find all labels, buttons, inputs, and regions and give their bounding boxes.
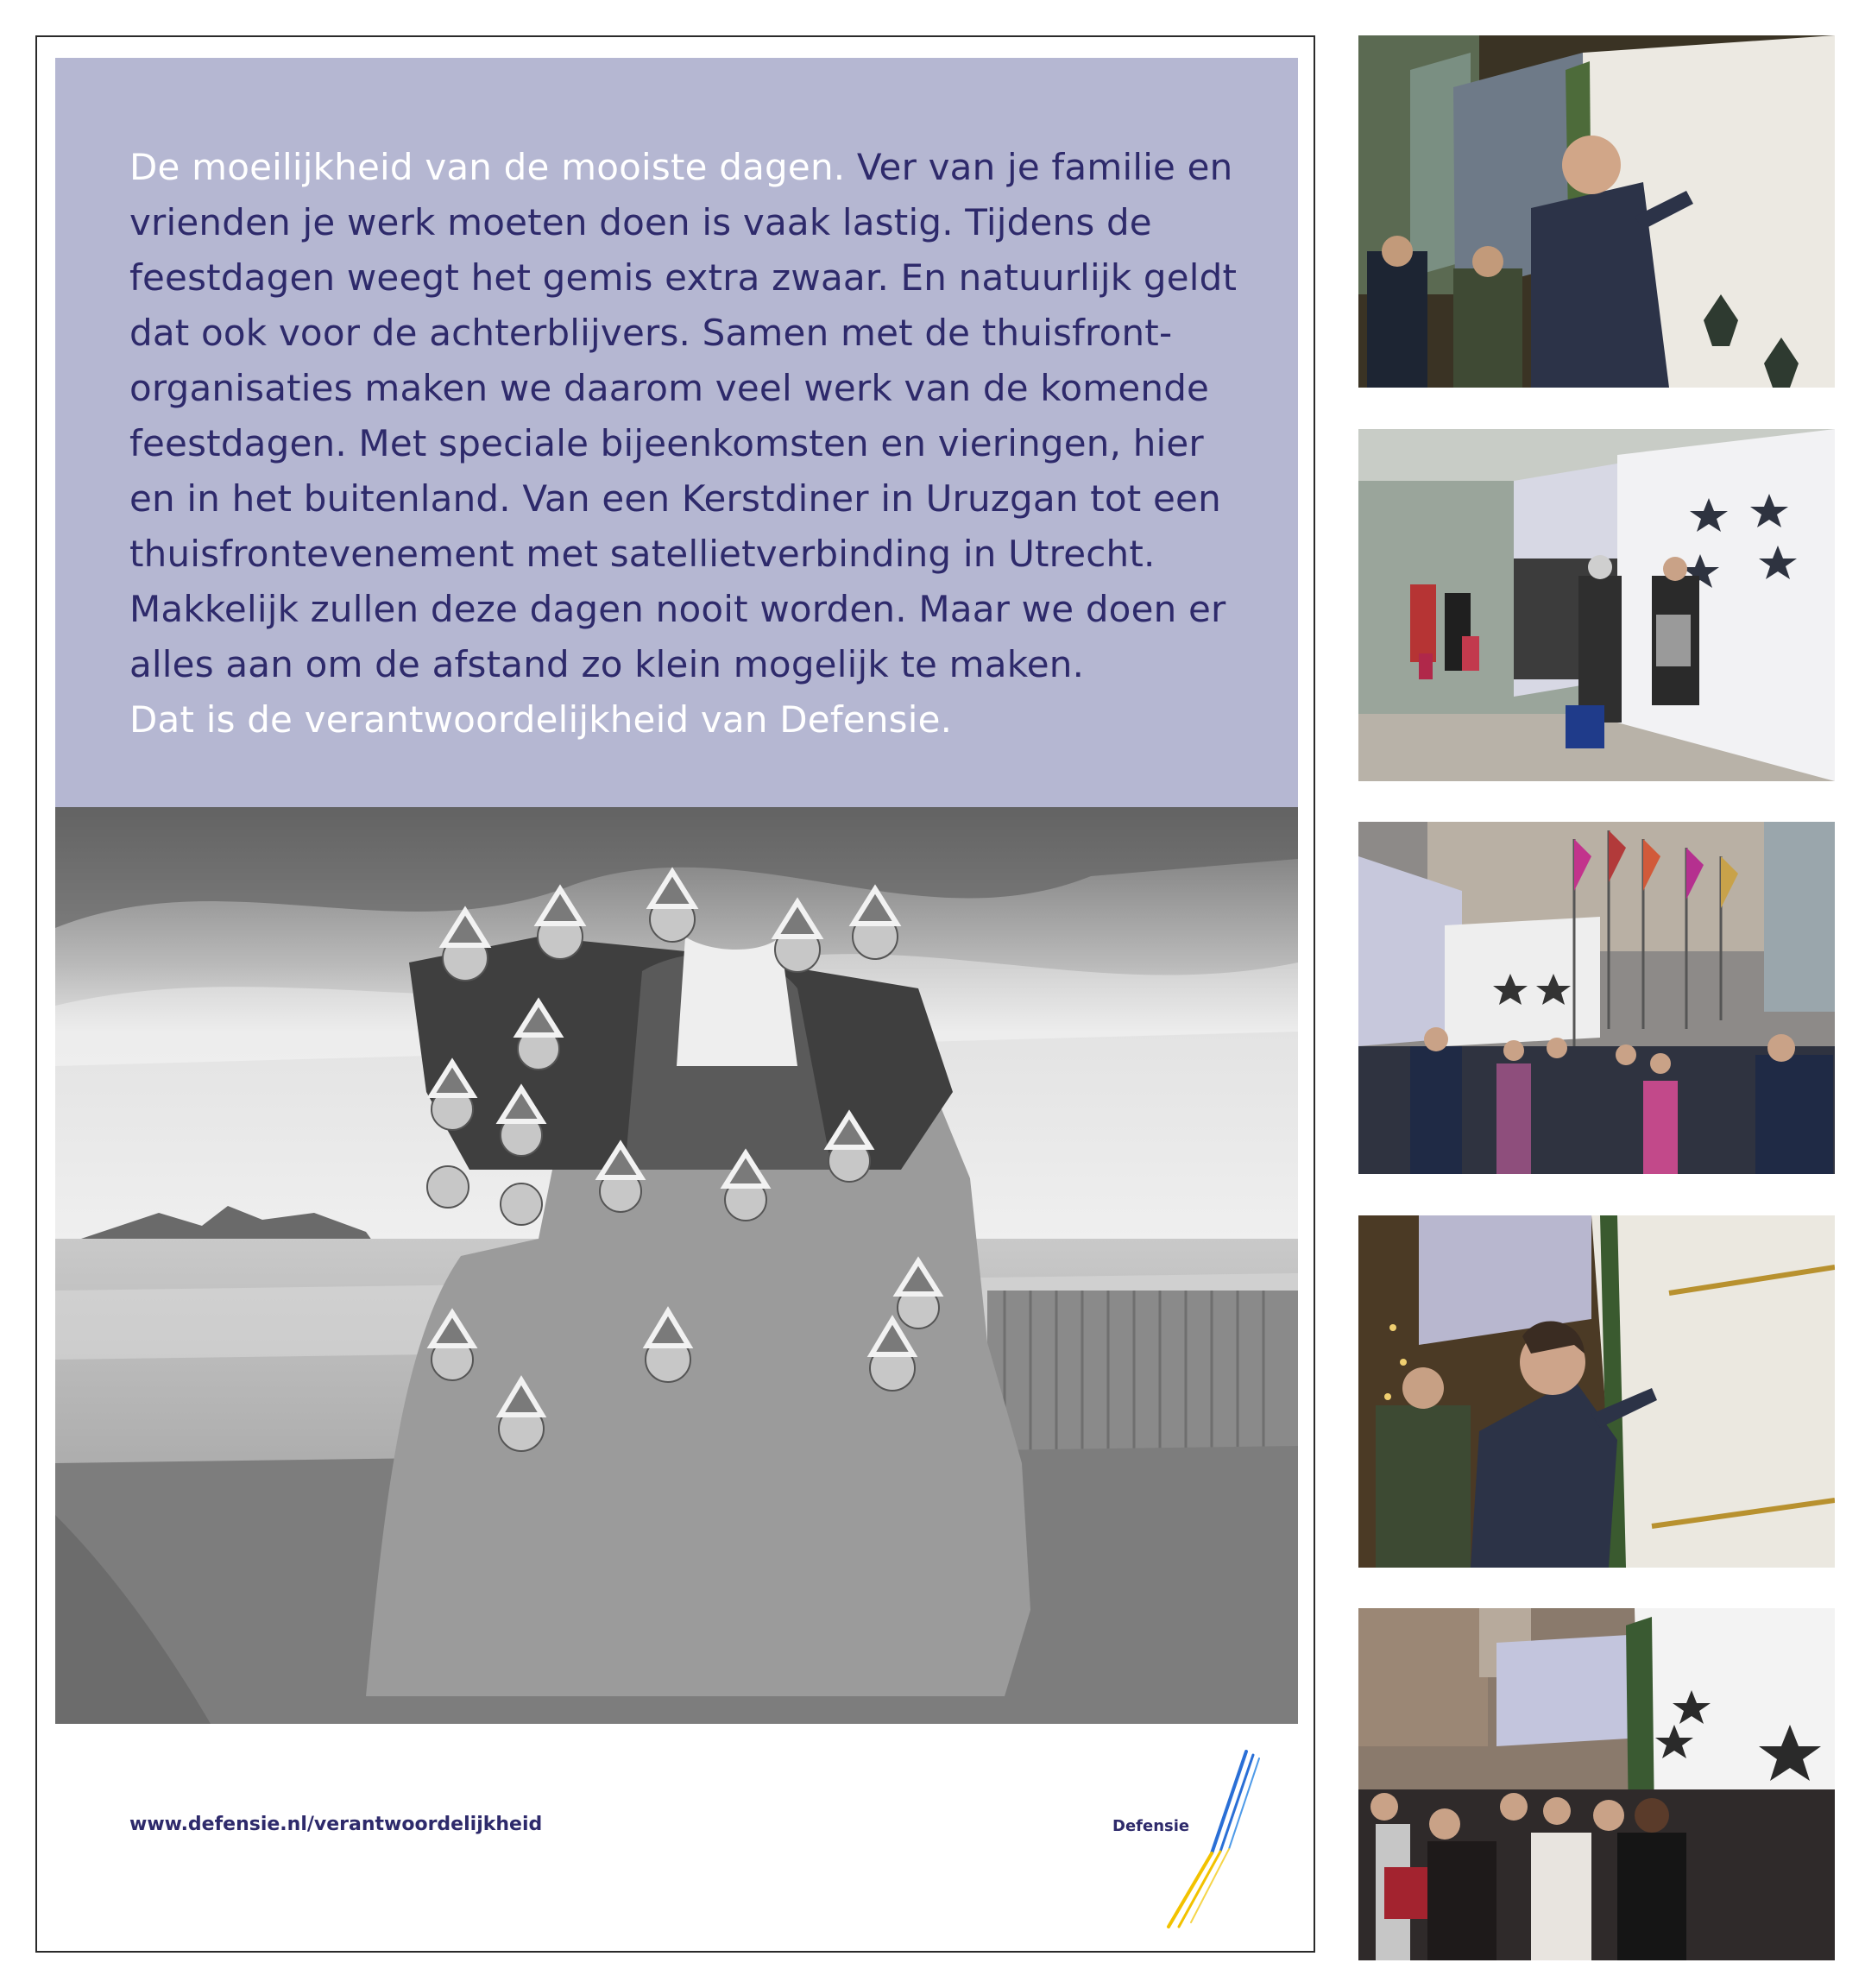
event-photo-3 — [1358, 822, 1835, 1174]
closing-text: Dat is de verantwoordelijkheid van Defensie. — [129, 698, 953, 741]
lead-text: De moeilijkheid van de mooiste dagen. — [129, 146, 846, 188]
body-text: Ver van je familie en vrienden je werk moeten doen is vaak lastig. Tijdens de feestdagen weegt het gemis extra zwaar. En natuurlijk geldt dat ook voor de achterblijvers. Samen met de thuisfront-organisaties maken we daarom veel werk van de komende feestdagen. Met speciale bijeenkomsten en vieringen, hier en in het buitenland. Van een Kerstdiner in Uruzgan tot een thuisfrontevenement met satellietverbinding in Utrecht. Makkelijk zullen deze dagen nooit worden. Maar we doen er alles aan om de afstand zo klein mogelijk te maken. — [129, 146, 1238, 685]
defensie-logo-text: Defensie — [1112, 1817, 1190, 1835]
defensie-poster — [35, 35, 1315, 1953]
event-photo-1 — [1358, 35, 1835, 388]
event-photo-2 — [1358, 429, 1835, 781]
defensie-logo-icon — [1108, 1750, 1281, 1931]
event-photo-5 — [1358, 1608, 1835, 1960]
text-panel — [55, 58, 1298, 807]
body-copy — [129, 140, 1251, 748]
website-url[interactable]: www.defensie.nl/verantwoordelijkheid — [129, 1814, 543, 1835]
event-photo-4 — [1358, 1215, 1835, 1568]
soldiers-photo-illustration — [55, 807, 1298, 1724]
soldiers-christmas-photo — [55, 807, 1298, 1724]
